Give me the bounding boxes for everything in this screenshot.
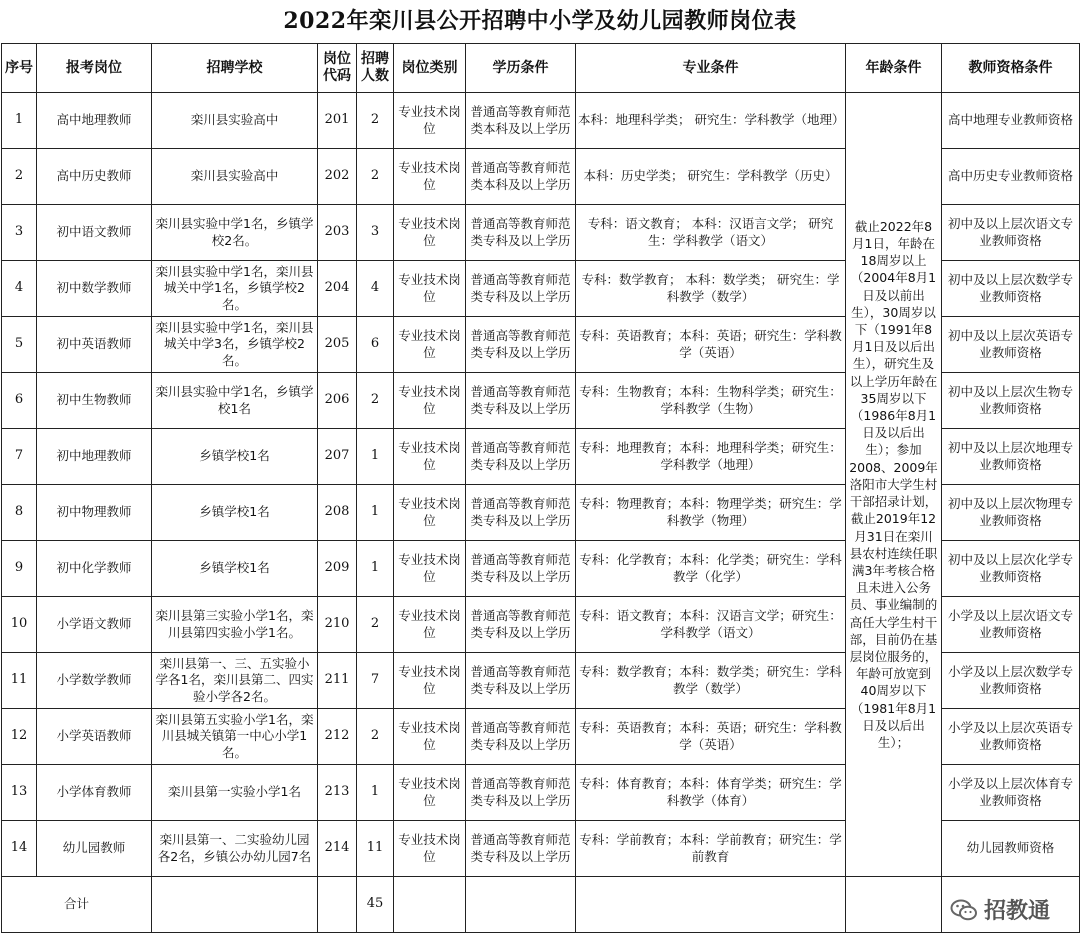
cell-category: 专业技术岗位	[394, 653, 466, 709]
cell-category: 专业技术岗位	[394, 765, 466, 821]
cell-category: 专业技术岗位	[394, 149, 466, 205]
page-title: 2022年栾川县公开招聘中小学及幼儿园教师岗位表	[283, 8, 797, 34]
cell-no: 1	[2, 93, 37, 149]
cell-cert: 初中及以上层次英语专业教师资格	[942, 317, 1080, 373]
cell-school: 栾川县实验中学1名，栾川县城关中学3名，乡镇学校2名。	[152, 317, 318, 373]
cell-major: 本科：历史学类； 研究生：学科教学（历史）	[576, 149, 846, 205]
cell-post: 高中地理教师	[37, 93, 152, 149]
cell-no: 4	[2, 261, 37, 317]
cell-education: 普通高等教育师范类专科及以上学历	[466, 317, 576, 373]
cell-education: 普通高等教育师范类专科及以上学历	[466, 765, 576, 821]
table-row	[2, 93, 1080, 149]
cell-major: 专科：地理教育；本科：地理科学类；研究生：学科教学（地理）	[576, 429, 846, 485]
cell-education: 普通高等教育师范类本科及以上学历	[466, 149, 576, 205]
cell-cert: 高中地理专业教师资格	[942, 93, 1080, 149]
cell-count: 2	[357, 149, 394, 205]
cell-education: 普通高等教育师范类专科及以上学历	[466, 485, 576, 541]
cell-post: 初中数学教师	[37, 261, 152, 317]
cell-code: 202	[318, 149, 357, 205]
cell-category: 专业技术岗位	[394, 709, 466, 765]
cell-major: 专科：学前教育；本科：学前教育；研究生：学前教育	[576, 821, 846, 877]
cell-code: 212	[318, 709, 357, 765]
cell-post: 高中历史教师	[37, 149, 152, 205]
header-count: 招聘人数	[357, 44, 394, 93]
header-category: 岗位类别	[394, 44, 466, 93]
cell-school: 栾川县第三实验小学1名，栾川县第四实验小学1名。	[152, 597, 318, 653]
cell-no: 2	[2, 149, 37, 205]
cell-cert: 初中及以上层次物理专业教师资格	[942, 485, 1080, 541]
total-row	[2, 877, 1080, 933]
cell-no: 14	[2, 821, 37, 877]
cell-cert: 初中及以上层次生物专业教师资格	[942, 373, 1080, 429]
cell-code: 204	[318, 261, 357, 317]
cell-cert: 高中历史专业教师资格	[942, 149, 1080, 205]
header-school: 招聘学校	[152, 44, 318, 93]
cell-post: 初中化学教师	[37, 541, 152, 597]
cell-school: 栾川县第一实验小学1名	[152, 765, 318, 821]
cell-cert: 小学及以上层次体育专业教师资格	[942, 765, 1080, 821]
cell-school: 栾川县实验中学1名，乡镇学校1名	[152, 373, 318, 429]
cell-code: 206	[318, 373, 357, 429]
cell-no: 11	[2, 653, 37, 709]
cell-cert: 小学及以上层次数学专业教师资格	[942, 653, 1080, 709]
cell-no: 3	[2, 205, 37, 261]
empty-cell	[318, 877, 357, 933]
header-age: 年龄条件	[846, 44, 942, 93]
cell-code: 203	[318, 205, 357, 261]
cell-cert: 小学及以上层次英语专业教师资格	[942, 709, 1080, 765]
cell-code: 205	[318, 317, 357, 373]
watermark-text: 招教通	[983, 899, 1050, 924]
cell-cert: 初中及以上层次地理专业教师资格	[942, 429, 1080, 485]
cell-major: 专科：语文教育； 本科：汉语言文学； 研究生：学科教学（语文）	[576, 205, 846, 261]
cell-education: 普通高等教育师范类专科及以上学历	[466, 261, 576, 317]
cell-category: 专业技术岗位	[394, 261, 466, 317]
cell-education: 普通高等教育师范类专科及以上学历	[466, 373, 576, 429]
cell-category: 专业技术岗位	[394, 429, 466, 485]
cell-code: 209	[318, 541, 357, 597]
cell-post: 初中生物教师	[37, 373, 152, 429]
cell-post: 初中语文教师	[37, 205, 152, 261]
cell-category: 专业技术岗位	[394, 93, 466, 149]
header-code: 岗位代码	[318, 44, 357, 93]
empty-cell	[846, 877, 942, 933]
wechat-icon	[950, 898, 978, 922]
cell-major: 专科：英语教育；本科：英语；研究生：学科教学（英语）	[576, 709, 846, 765]
header-post: 报考岗位	[37, 44, 152, 93]
cell-school: 乡镇学校1名	[152, 485, 318, 541]
cell-no: 12	[2, 709, 37, 765]
cell-education: 普通高等教育师范类专科及以上学历	[466, 709, 576, 765]
cell-education: 普通高等教育师范类专科及以上学历	[466, 429, 576, 485]
cell-count: 1	[357, 485, 394, 541]
cell-major: 专科：英语教育；本科：英语；研究生：学科教学（英语）	[576, 317, 846, 373]
cell-count: 7	[357, 653, 394, 709]
cell-school: 栾川县实验中学1名，栾川县城关中学1名，乡镇学校2名。	[152, 261, 318, 317]
cell-post: 初中地理教师	[37, 429, 152, 485]
cell-count: 2	[357, 709, 394, 765]
cell-count: 1	[357, 765, 394, 821]
cell-category: 专业技术岗位	[394, 485, 466, 541]
cell-cert: 初中及以上层次数学专业教师资格	[942, 261, 1080, 317]
header-no: 序号	[2, 44, 37, 93]
cell-education: 普通高等教育师范类专科及以上学历	[466, 597, 576, 653]
cell-post: 初中物理教师	[37, 485, 152, 541]
cell-count: 2	[357, 597, 394, 653]
cell-school: 栾川县实验高中	[152, 149, 318, 205]
cell-category: 专业技术岗位	[394, 317, 466, 373]
cell-count: 1	[357, 429, 394, 485]
cell-major: 专科：体育教育；本科：体育学类；研究生：学科教学（体育）	[576, 765, 846, 821]
cell-code: 210	[318, 597, 357, 653]
cell-post: 幼儿园教师	[37, 821, 152, 877]
cell-education: 普通高等教育师范类专科及以上学历	[466, 821, 576, 877]
cell-post: 初中英语教师	[37, 317, 152, 373]
cell-school: 栾川县实验中学1名，乡镇学校2名。	[152, 205, 318, 261]
cell-major: 本科：地理科学类； 研究生：学科教学（地理）	[576, 93, 846, 149]
cell-cert: 初中及以上层次语文专业教师资格	[942, 205, 1080, 261]
cell-age-condition: 截止2022年8月1日，年龄在18周岁以上（2004年8月1日及以前出生），30周岁以下（1991年8月1日及以后出生），研究生及以上学历年龄在35周岁以下（1986年8月1日及以后出生）；参加2008、2009年洛阳市大学生村干部招录计划，截止2019年12月31日在栾川县农村连续任职满3年考核合格且未进入公务员、事业编制的高任大学生村干部，目前仍在基层岗位服务的，年龄可放宽到40周岁以下（1981年8月1日及以后出生）；	[846, 93, 942, 877]
cell-school: 栾川县第一、三、五实验小学各1名，栾川县第二、四实验小学各2名。	[152, 653, 318, 709]
cell-category: 专业技术岗位	[394, 541, 466, 597]
cell-education: 普通高等教育师范类专科及以上学历	[466, 205, 576, 261]
header-major: 专业条件	[576, 44, 846, 93]
cell-code: 213	[318, 765, 357, 821]
cell-major: 专科：化学教育；本科：化学类；研究生：学科教学（化学）	[576, 541, 846, 597]
cell-post: 小学英语教师	[37, 709, 152, 765]
cell-no: 9	[2, 541, 37, 597]
empty-cell	[152, 877, 318, 933]
cell-major: 专科：生物教育；本科：生物科学类；研究生：学科教学（生物）	[576, 373, 846, 429]
cell-school: 乡镇学校1名	[152, 429, 318, 485]
cell-count: 3	[357, 205, 394, 261]
total-count: 45	[357, 877, 394, 933]
cell-no: 5	[2, 317, 37, 373]
empty-cell	[576, 877, 846, 933]
cell-cert: 初中及以上层次化学专业教师资格	[942, 541, 1080, 597]
watermark	[950, 894, 1050, 925]
recruitment-table	[1, 43, 1080, 933]
cell-category: 专业技术岗位	[394, 205, 466, 261]
cell-count: 2	[357, 93, 394, 149]
header-education: 学历条件	[466, 44, 576, 93]
cell-code: 214	[318, 821, 357, 877]
cell-no: 10	[2, 597, 37, 653]
cell-code: 208	[318, 485, 357, 541]
empty-cell	[466, 877, 576, 933]
cell-no: 13	[2, 765, 37, 821]
cell-school: 栾川县第一、二实验幼儿园各2名，乡镇公办幼儿园7名	[152, 821, 318, 877]
cell-count: 1	[357, 541, 394, 597]
cell-major: 专科：数学教育；本科：数学类；研究生：学科教学（数学）	[576, 653, 846, 709]
cell-no: 7	[2, 429, 37, 485]
cell-category: 专业技术岗位	[394, 597, 466, 653]
cell-education: 普通高等教育师范类本科及以上学历	[466, 93, 576, 149]
cell-major: 专科：数学教育； 本科：数学类； 研究生：学科教学（数学）	[576, 261, 846, 317]
cell-post: 小学语文教师	[37, 597, 152, 653]
cell-education: 普通高等教育师范类专科及以上学历	[466, 541, 576, 597]
cell-code: 201	[318, 93, 357, 149]
header-row	[2, 44, 1080, 93]
header-cert: 教师资格条件	[942, 44, 1080, 93]
cell-post: 小学数学教师	[37, 653, 152, 709]
cell-no: 8	[2, 485, 37, 541]
cell-category: 专业技术岗位	[394, 373, 466, 429]
cell-major: 专科：物理教育；本科：物理学类；研究生：学科教学（物理）	[576, 485, 846, 541]
cell-no: 6	[2, 373, 37, 429]
cell-school: 乡镇学校1名	[152, 541, 318, 597]
cell-count: 2	[357, 373, 394, 429]
empty-cell	[394, 877, 466, 933]
cell-cert: 小学及以上层次语文专业教师资格	[942, 597, 1080, 653]
cell-education: 普通高等教育师范类专科及以上学历	[466, 653, 576, 709]
cell-cert: 幼儿园教师资格	[942, 821, 1080, 877]
cell-post: 小学体育教师	[37, 765, 152, 821]
cell-count: 6	[357, 317, 394, 373]
cell-code: 211	[318, 653, 357, 709]
cell-count: 11	[357, 821, 394, 877]
total-label: 合计	[2, 877, 152, 933]
cell-school: 栾川县第五实验小学1名，栾川县城关镇第一中心小学1名。	[152, 709, 318, 765]
cell-category: 专业技术岗位	[394, 821, 466, 877]
cell-major: 专科：语文教育；本科：汉语言文学；研究生：学科教学（语文）	[576, 597, 846, 653]
cell-school: 栾川县实验高中	[152, 93, 318, 149]
cell-count: 4	[357, 261, 394, 317]
cell-code: 207	[318, 429, 357, 485]
